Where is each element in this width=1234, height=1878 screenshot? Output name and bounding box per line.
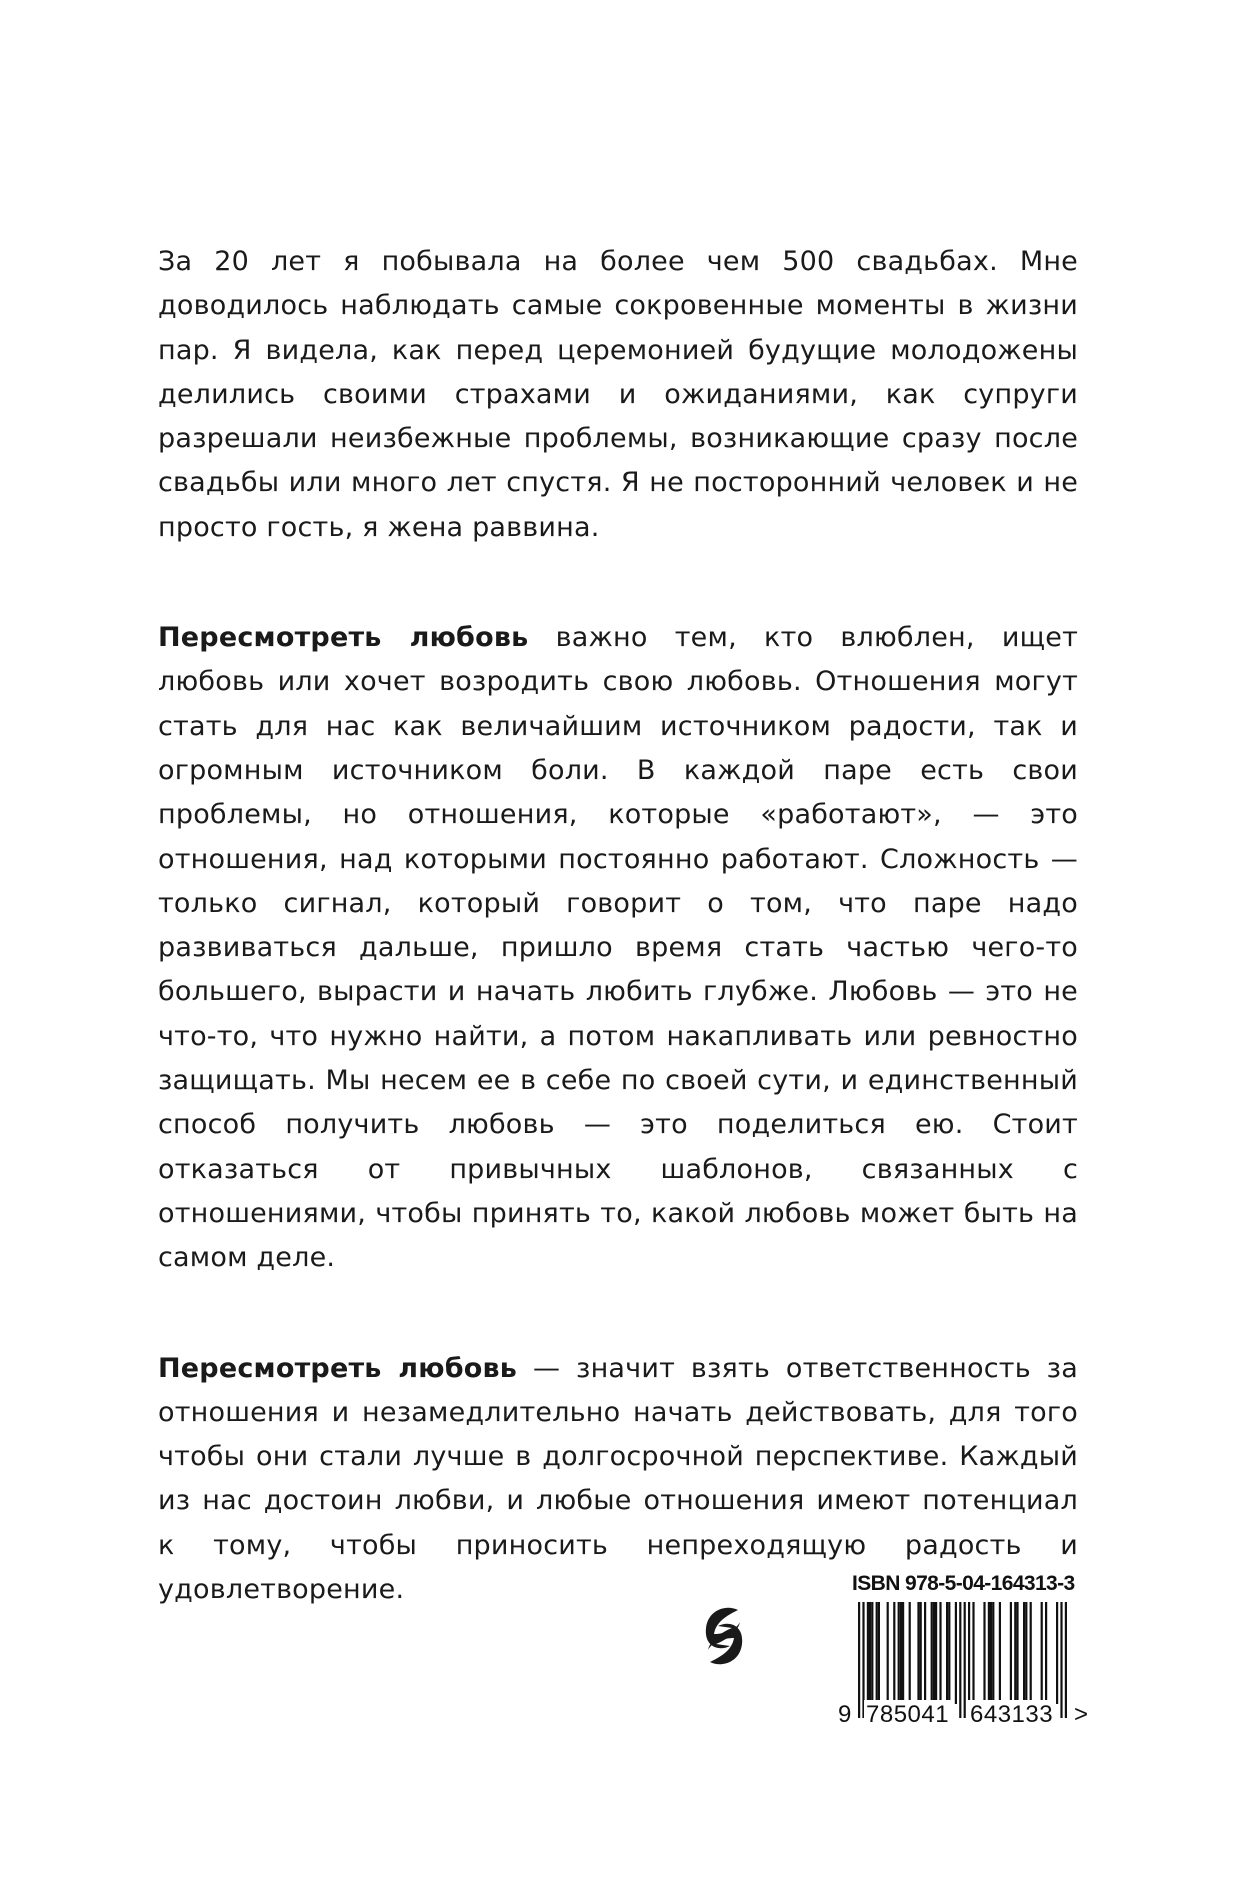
barcode-bar <box>1030 1602 1032 1704</box>
barcode-bar <box>933 1602 935 1704</box>
barcode-bar <box>999 1602 1001 1704</box>
barcode-bar <box>887 1602 889 1704</box>
barcode-bar <box>924 1602 926 1704</box>
barcode-bar <box>990 1602 992 1704</box>
barcode-bar <box>917 1602 919 1704</box>
barcode-bar <box>955 1602 957 1704</box>
barcode-bar <box>1045 1602 1047 1704</box>
paragraph-3-bold: Пересмотреть любовь <box>158 1352 518 1384</box>
barcode-bar <box>983 1602 985 1704</box>
barcode-bar <box>876 1602 878 1704</box>
barcode-bar <box>920 1602 922 1704</box>
barcode-bar <box>988 1602 990 1704</box>
paragraph-2 <box>158 616 1078 1280</box>
barcode-bar <box>948 1602 950 1704</box>
paragraph-1-text: За 20 лет я побывала на более чем 500 свадьбах. Мне доводилось наблюдать самые сокровенные моменты в жизни пар. Я видела, как перед церемонией будущие молодожены делились своими страхами и ожиданиями, как супруги разрешали неизбежные проблемы, возникающие сразу после свадьбы или много лет спустя. Я не посторонний человек и не просто гость, я жена раввина. <box>158 246 1078 543</box>
barcode-digits <box>838 1698 1090 1734</box>
barcode-bar <box>1014 1602 1016 1704</box>
barcode-bar <box>909 1602 911 1704</box>
isbn-barcode <box>838 1572 1090 1734</box>
back-cover-text <box>158 240 1078 1678</box>
barcode-quiet-mark: > <box>1074 1701 1089 1728</box>
barcode-bar <box>1016 1602 1018 1704</box>
barcode-bar <box>871 1602 873 1704</box>
barcode-bar <box>869 1602 871 1704</box>
barcode-bar <box>898 1602 900 1704</box>
paragraph-3-text: — значит взять ответственность за отношения и незамедлительно начать действовать, для того чтобы они стали лучше в долгосрочной перспективе. Каждый из нас достоин любви, и любые отношения имеют потенциал к тому, чтобы приносить непреходящую радость и удовлетворение. <box>158 1352 1078 1606</box>
barcode-bar <box>992 1602 994 1704</box>
barcode-bar <box>900 1602 902 1704</box>
barcode-bar <box>1010 1602 1012 1704</box>
barcode-digit-first: 9 <box>838 1701 852 1728</box>
paragraph-2-text: важно тем, кто влюблен, ищет любовь или хочет возродить свою любовь. Отношения могут стать для нас как величайшим источником радости, так и огромным источником боли. В каждой паре есть свои проблемы, но отношения, которые «работают», — это отношения, над которыми постоянно работают. Сложность — только сигнал, который говорит о том, что паре надо развиваться дальше, пришло время стать частью чего-то большего, вырасти и начать любить глубже. Любовь — это не что-то, что нужно найти, а потом накапливать или ревностно защищать. Мы несем ее в себе по своей сути, и единственный способ получить любовь — это поделиться ею. Стоит отказаться от привычных шаблонов, связанных с отношениями, чтобы принять то, какой любовь может быть на самом деле. <box>158 622 1078 1274</box>
barcode-bar <box>878 1602 880 1704</box>
barcode-bar <box>935 1602 937 1704</box>
barcode-bar <box>867 1602 869 1704</box>
barcode-bar <box>1056 1602 1058 1704</box>
paragraph-2-bold: Пересмотреть любовь <box>158 622 529 654</box>
barcode-bar <box>893 1602 895 1704</box>
barcode-bar <box>968 1602 970 1704</box>
barcode-bar <box>939 1602 941 1704</box>
barcode-digits-left: 785041 <box>866 1701 950 1728</box>
eksmo-logo-icon <box>700 1600 748 1672</box>
barcode-bar <box>1023 1602 1025 1704</box>
isbn-label: ISBN 978-5-04-164313-3 <box>852 1572 1075 1595</box>
barcode-bar <box>931 1602 933 1704</box>
barcode-digits-right: 643133 <box>970 1701 1054 1728</box>
barcode-bar <box>972 1602 974 1704</box>
paragraph-1 <box>158 240 1078 550</box>
barcode-bar <box>902 1602 904 1704</box>
barcode-bar <box>946 1602 948 1704</box>
barcode-bar <box>1041 1602 1043 1704</box>
barcode-bar <box>1025 1602 1027 1704</box>
